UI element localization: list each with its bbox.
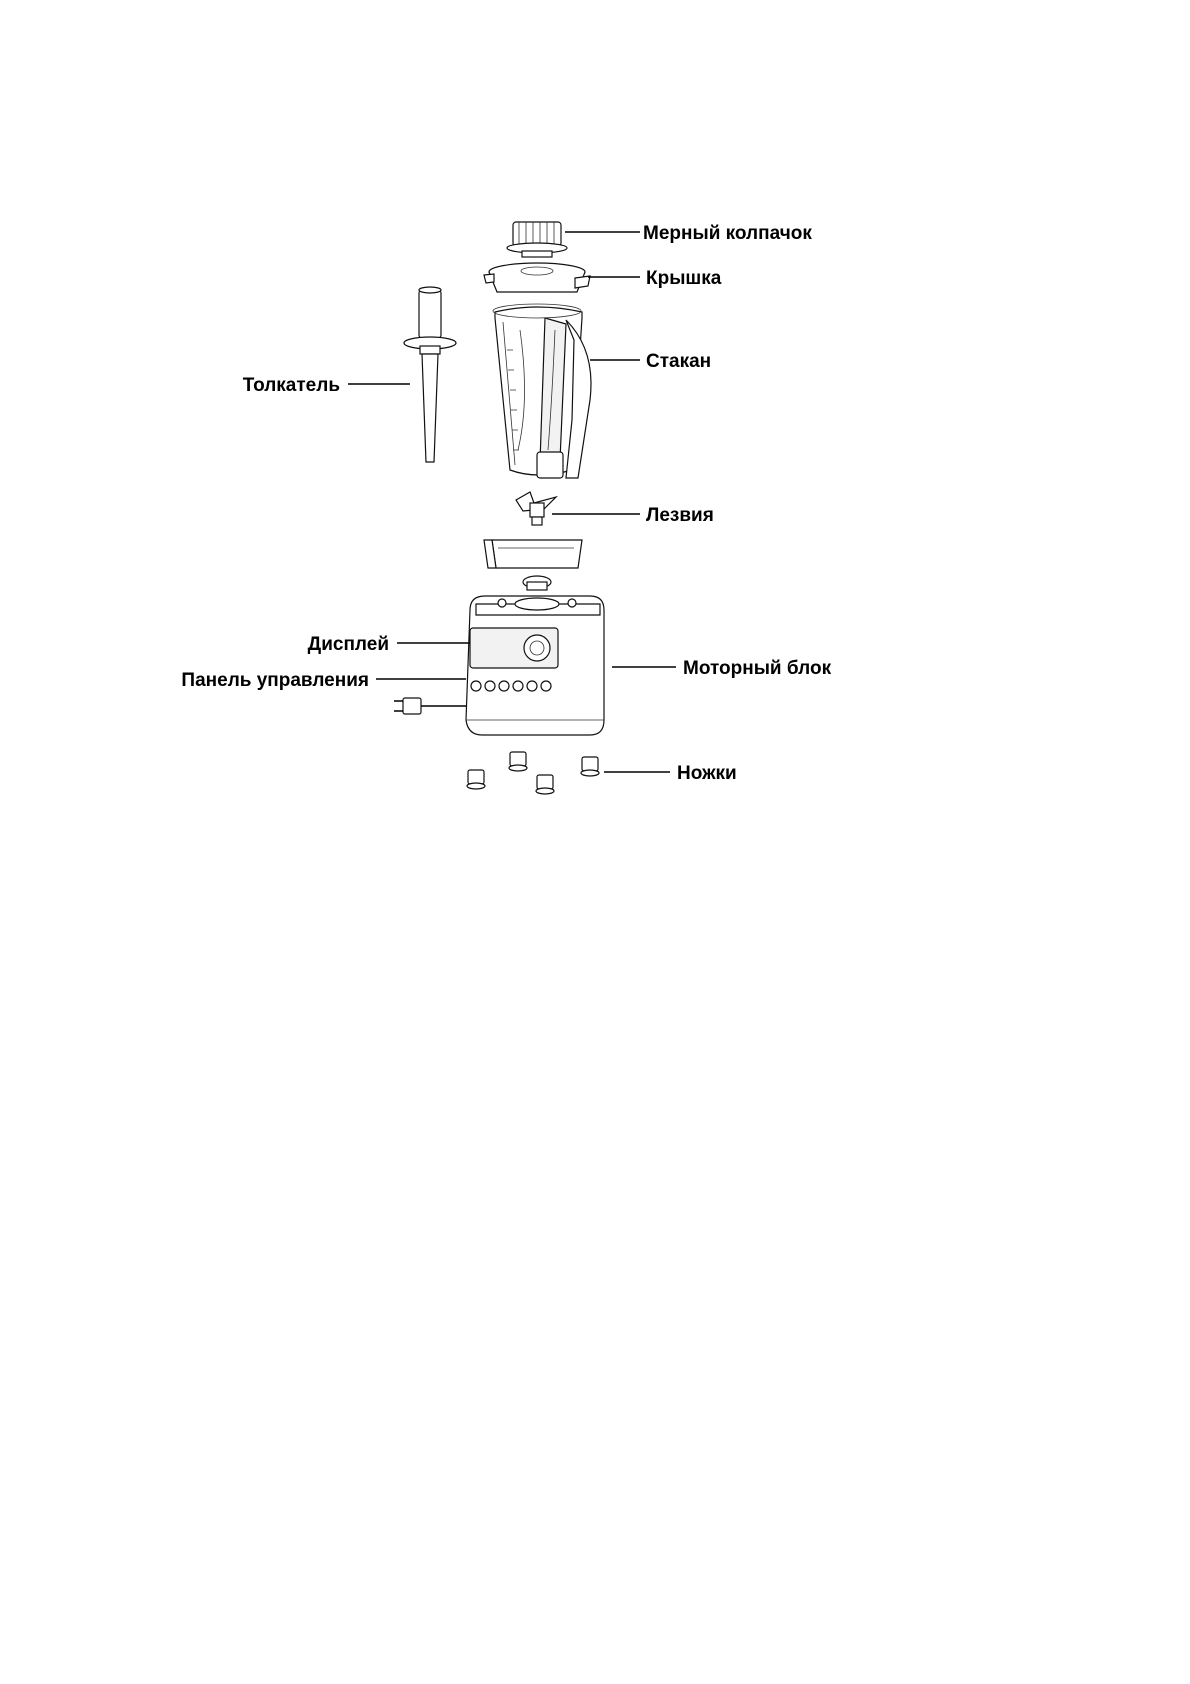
jar-collar-drawing [484, 540, 582, 590]
tamper-drawing [404, 287, 456, 462]
label-blades: Лезвия [646, 505, 714, 526]
label-motor-base: Моторный блок [683, 658, 832, 679]
feet-drawing [467, 752, 599, 794]
label-measuring-cap: Мерный колпачок [643, 223, 812, 244]
label-feet: Ножки [677, 763, 737, 784]
jar-drawing [493, 304, 591, 478]
label-display: Дисплей [307, 634, 389, 655]
label-control-panel: Панель управления [181, 670, 369, 691]
label-lid: Крышка [646, 268, 722, 289]
label-tamper: Толкатель [242, 375, 340, 396]
lid-drawing [484, 263, 590, 292]
motor-base-drawing [394, 596, 604, 735]
measuring-cap-drawing [507, 222, 567, 257]
blades-drawing [516, 492, 556, 525]
label-jar: Стакан [646, 351, 712, 372]
